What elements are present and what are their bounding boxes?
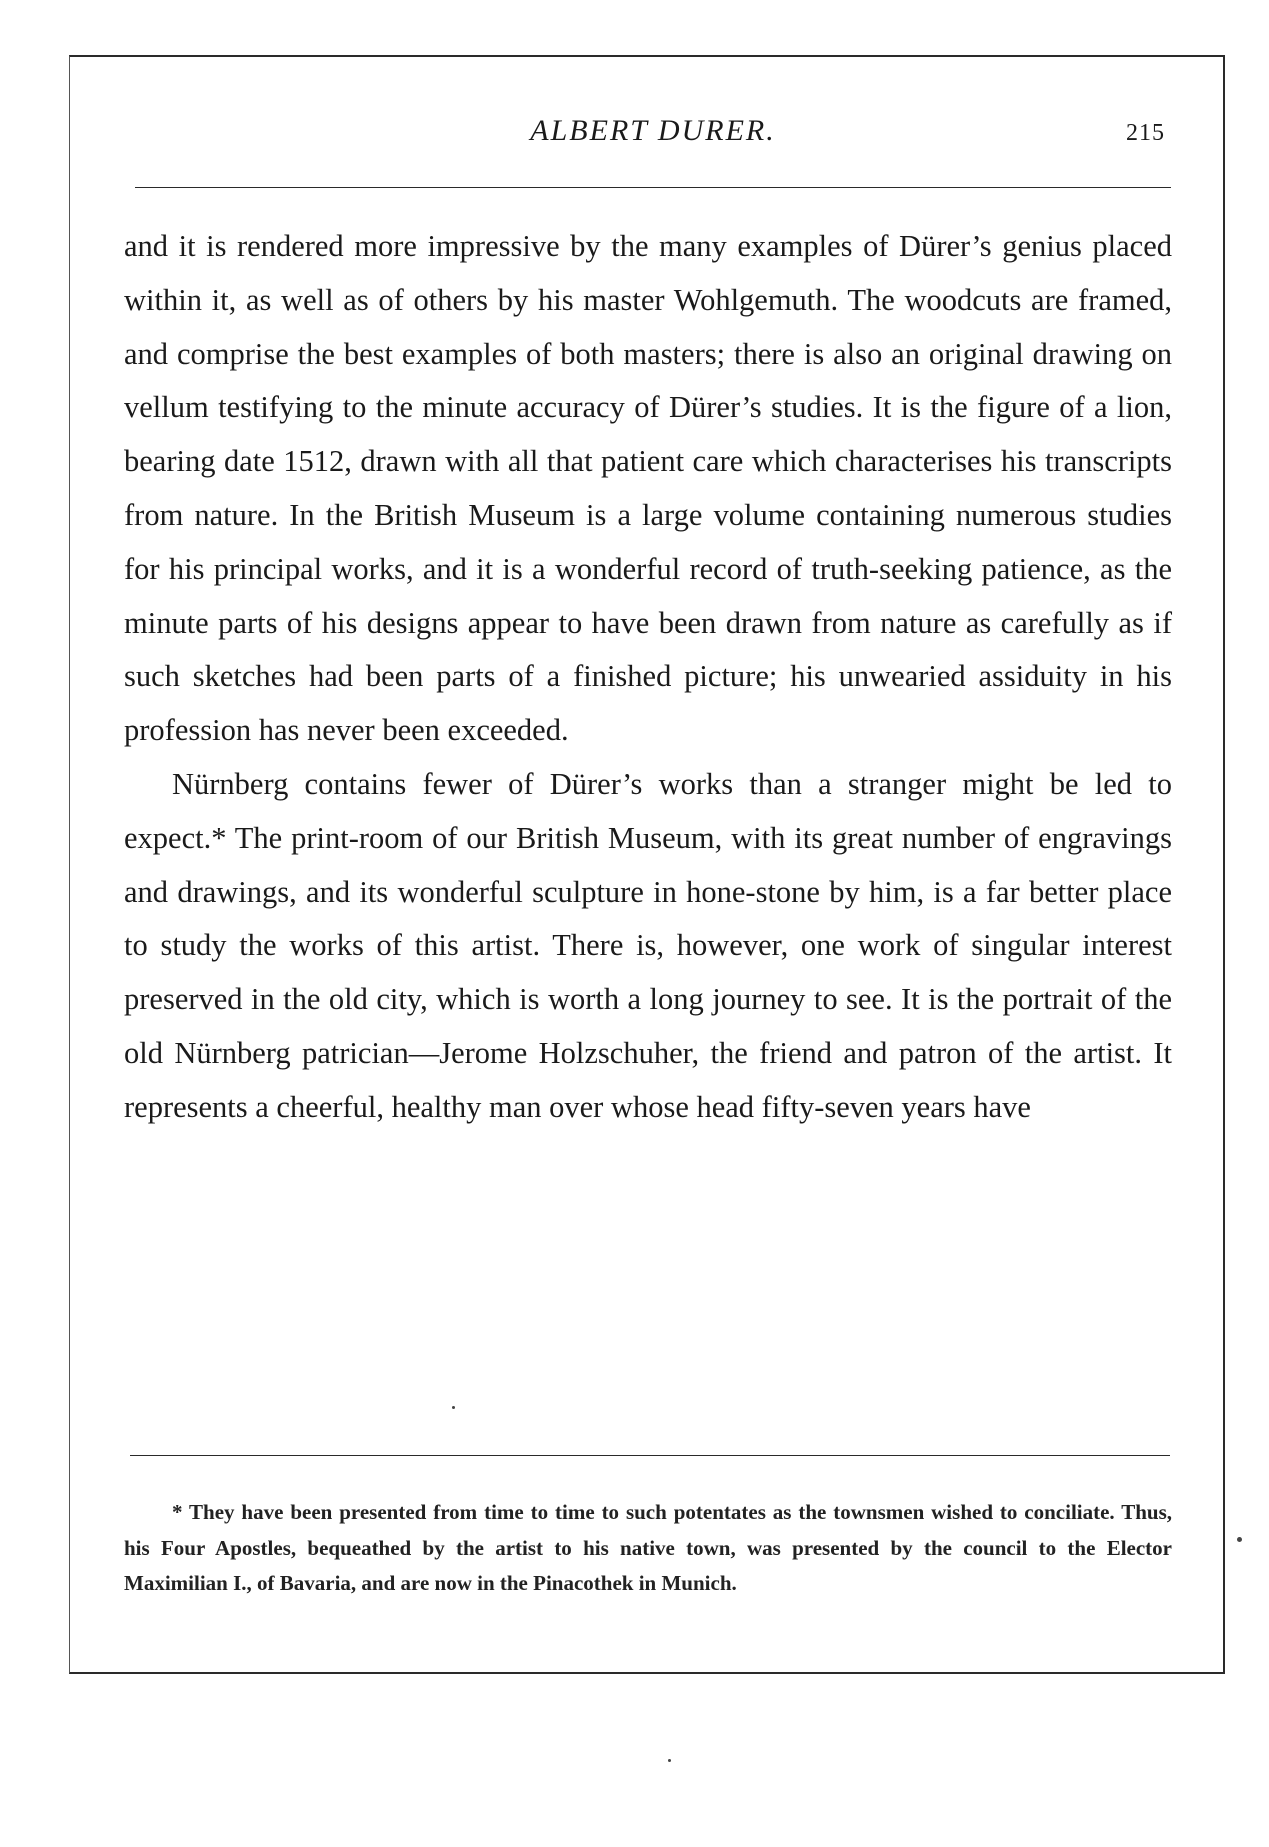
- print-speck: [1237, 1537, 1242, 1542]
- header-rule: [135, 187, 1171, 188]
- print-speck: [452, 1406, 455, 1409]
- footnote-rule: [130, 1455, 1170, 1456]
- page-number: 215: [1126, 120, 1165, 146]
- print-speck: [668, 1759, 671, 1762]
- footnote-text: * They have been presented from time to time to such potentates as the townsmen wished to conciliate. Thus, his Four Apostles, bequeathed by the artist to his native town, was presented by the council to the Elector Maximilian I., of Bavaria, and are now in the Pinacothek in Munich.: [124, 1500, 1172, 1595]
- footnote: [124, 1495, 1172, 1602]
- paragraph: Nürnberg contains fewer of Dürer’s works than a stranger might be led to expect.* The print-room of our British Museum, with its great number of engravings and drawings, and its wonderful sculpture in hone-stone by him, is a far better place to study the works of this artist. There is, however, one work of singular interest preserved in the old city, which is worth a long journey to see. It is the portrait of the old Nürnberg patrician—Jerome Holzschuher, the friend and patron of the artist. It represents a cheerful, healthy man over whose head fifty-seven years have: [124, 766, 1172, 1124]
- page-header: [135, 110, 1171, 160]
- body-text: [124, 220, 1172, 1135]
- paragraph: and it is rendered more impressive by the many examples of Dürer’s genius placed within it, as well as of others by his master Wohlgemuth. The woodcuts are framed, and comprise the best examples of both masters; there is also an original drawing on vellum testifying to the minute accuracy of Dürer’s studies. It is the figure of a lion, bearing date 1512, drawn with all that patient care which characterises his transcripts from nature. In the British Museum is a large volume containing numerous studies for his principal works, and it is a wonderful record of truth-seeking patience, as the minute parts of his designs appear to have been drawn from nature as carefully as if such sketches had been parts of a finished picture; his unwearied assiduity in his profession has never been exceeded.: [124, 229, 1172, 748]
- running-title: ALBERT DURER.: [530, 114, 776, 147]
